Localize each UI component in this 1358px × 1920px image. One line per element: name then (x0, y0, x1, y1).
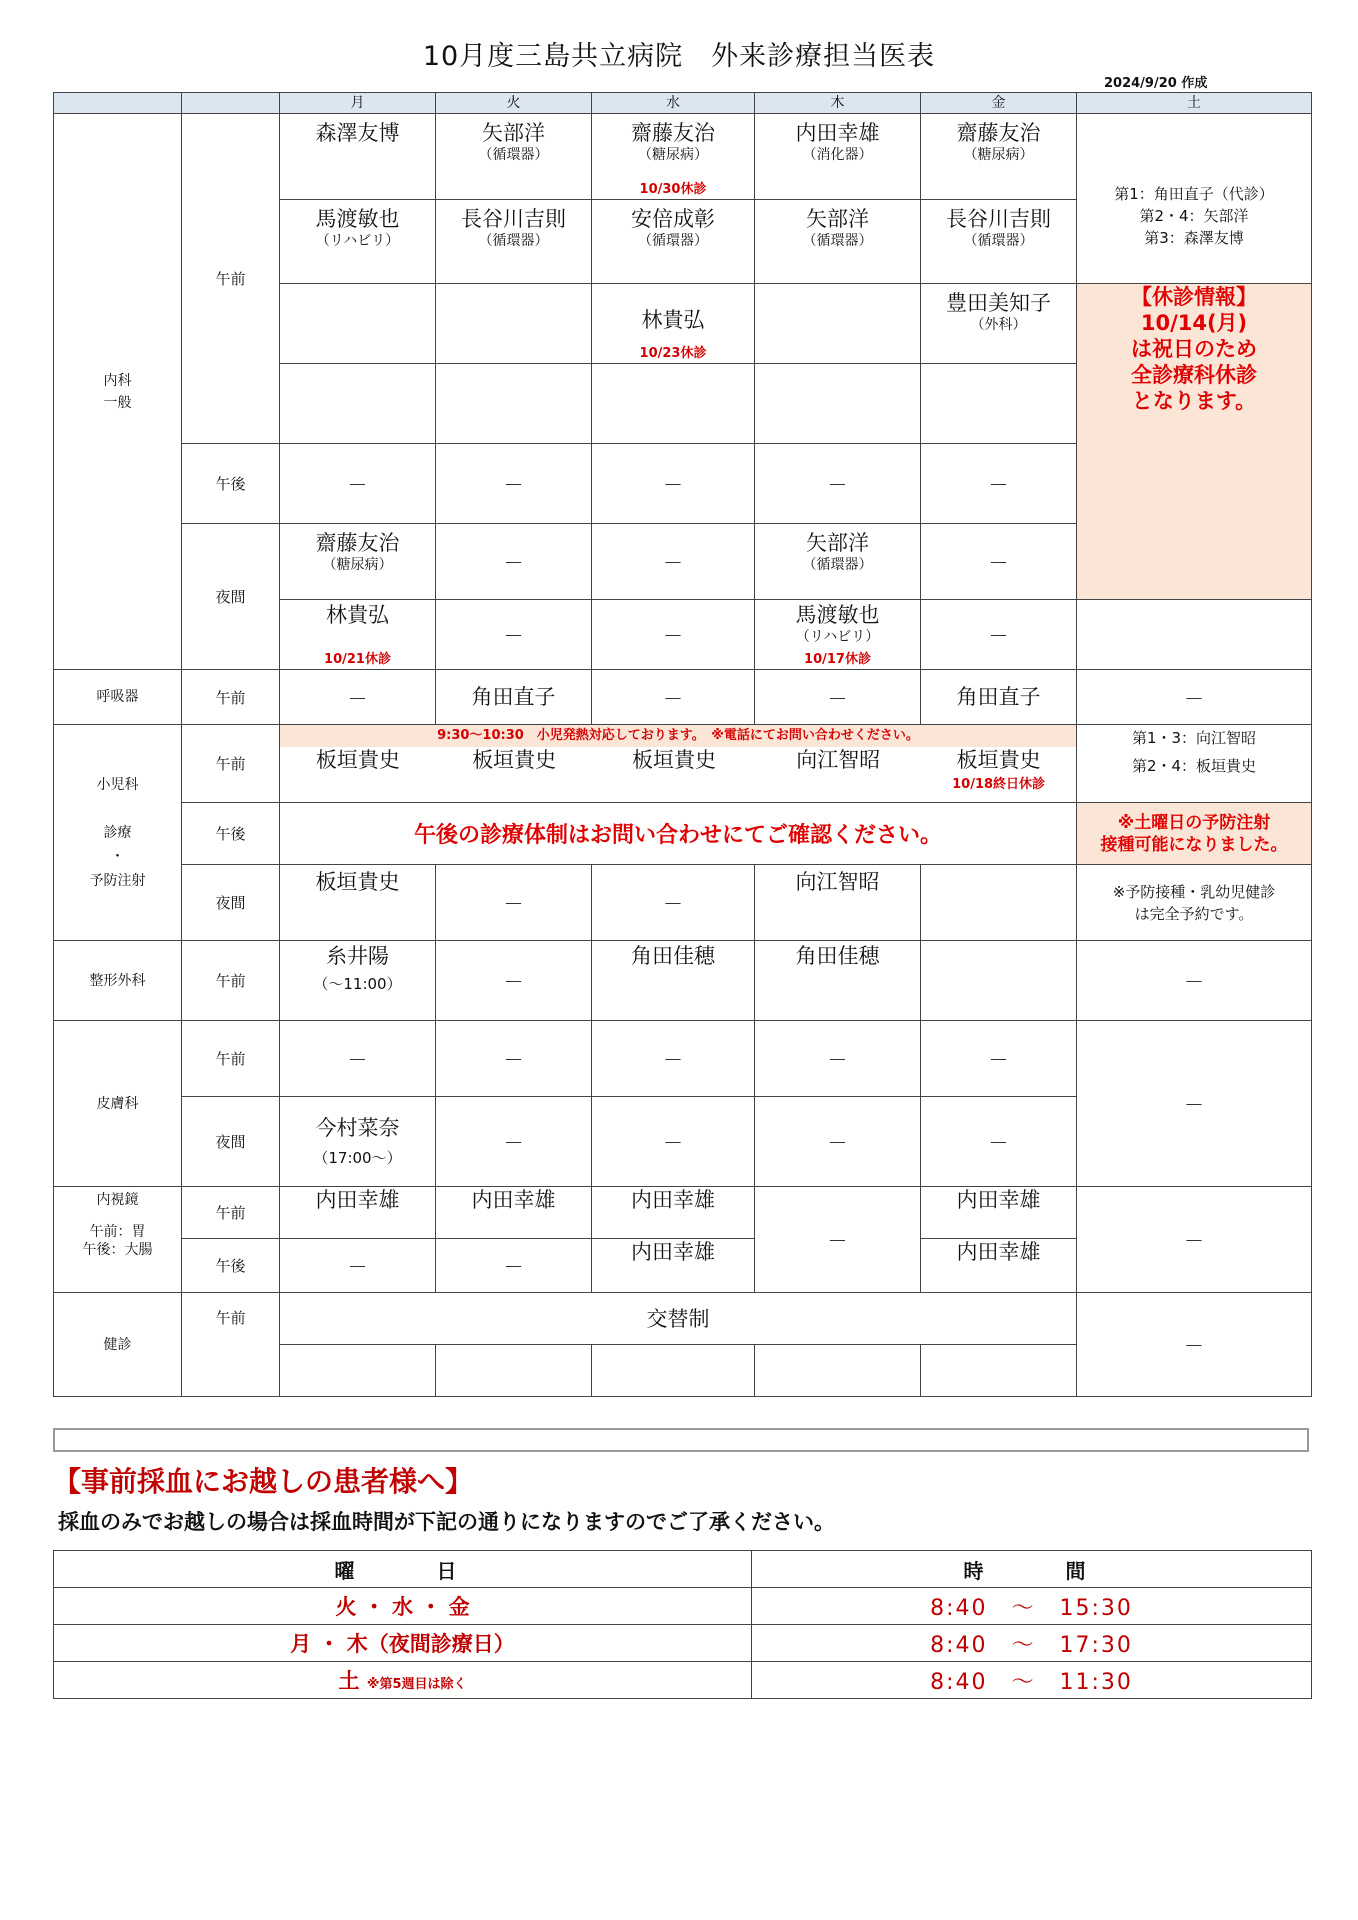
header-row (54, 93, 1312, 114)
table-row: 月 ・ 木（夜間診療日） 8:40 ～ 17:30 (54, 1625, 1312, 1662)
cell-doctor: 矢部洋 （循環器） (436, 114, 592, 200)
time-night: 夜間 (182, 524, 280, 670)
closure-note: 10/17休診 (804, 652, 871, 667)
day-sat: 土 (1077, 93, 1312, 114)
cell-doctor: 角田佳穂 (592, 941, 755, 1021)
cell-doctor: 板垣貴史 (472, 748, 557, 772)
day-wed: 水 (592, 93, 755, 114)
cell-doctor: 角田佳穂 (755, 941, 921, 1021)
col-day: 曜 日 (54, 1551, 752, 1588)
pm-banner: 午後の診療体制はお問い合わせにてご確認ください。 (280, 803, 1077, 865)
cell-doctor: 内田幸雄 (280, 1187, 436, 1239)
table-row: 火 ・ 水 ・ 金 8:40 ～ 15:30 (54, 1588, 1312, 1625)
cell-doctor: 向江智昭 (755, 865, 921, 941)
closure-note: 10/18終日休診 (952, 777, 1046, 792)
schedule-table: 月 火 水 木 金 土 内科 一般 午前 森澤友博 矢部洋 （循環器） 齋藤友治 （糖尿病） 10/30休診 内田幸雄 （消化器） 齋藤友治 （糖尿病） 第1：角田直子（代診） 第2・4：矢部洋 第3：森澤友博 馬渡敏也 （リハビリ） 長谷川吉則 （循環器） 安倍成彰 （循環器） 矢部洋 （循環器） 長谷川吉則 （循環器） 林貴弘 10/23休診 豊田美知子 （外科） 【休診情報】 10/14(月) は祝日のため 全診療科休診 となります。 午後 － － － － － 夜間 齋藤友治 （糖尿病） － － 矢部洋 （循環器） － 林貴弘 10/21休診 － － 馬渡敏也 （リハビリ） 10/17休診 － 呼吸器 午前 － 角田直子 － － 角田直子 － 小児科 診療 ・ 予防注射 午前 9:30～10:30 小児発熱対応しております。 ※電話にてお問い合わせください。 板垣貴史 板垣貴史 板垣貴史 向江智昭 板垣貴史 10/18終日休診 第1・3：向江智昭 第2・4：板垣貴史 午後 午後の診療体制はお問い合わせにてご確認ください。 ※土曜日の予防注射 接種可能になりました。 夜間 板垣貴史 － － 向江智昭 ※予防接種・乳幼児健診 は完全予約です。 整形外科 午前 糸井陽 （～11:00） － 角田佳穂 角田佳穂 － 皮膚科 午前 － － － － － － 夜間 今村菜奈 （17:00～） － － － － 内視鏡 午前：胃 午後：大腸 午前 内田幸雄 内田幸雄 内田幸雄 － 内田幸雄 － 午後 － － 内田幸雄 内田幸雄 健診 午前 交替制 － (53, 92, 1312, 1397)
cell-doctor: 内田幸雄 (921, 1187, 1077, 1239)
cell-doctor: 馬渡敏也 （リハビリ） 10/17休診 (755, 600, 921, 670)
cell-doctor: 林貴弘 10/23休診 (592, 284, 755, 364)
closure-note: 10/30休診 (639, 182, 707, 197)
cell-doctor: 内田幸雄 (592, 1187, 755, 1239)
cell-doctor: 内田幸雄 (921, 1239, 1077, 1293)
rotation-cell: 交替制 (280, 1293, 1077, 1345)
cell-doctor: 齋藤友治 （糖尿病） 10/30休診 (592, 114, 755, 200)
day-fri: 金 (921, 93, 1077, 114)
cell-doctor: 板垣貴史 (315, 748, 400, 772)
cell-doctor: 角田直子 (436, 670, 592, 725)
closure-notice: 【休診情報】 10/14(月) は祝日のため 全診療科休診 となります。 (1077, 284, 1312, 600)
cell-doctor: 矢部洋 （循環器） (755, 200, 921, 284)
sat-internal-am: 第1：角田直子（代診） 第2・4：矢部洋 第3：森澤友博 (1077, 114, 1312, 284)
cell-doctor: 長谷川吉則 （循環器） (921, 200, 1077, 284)
time-pm: 午後 (182, 444, 280, 524)
cell-doctor: 安倍成彰 （循環器） (592, 200, 755, 284)
cell-doctor: 森澤友博 (280, 114, 436, 200)
created-date: 2024/9/20 作成 (1104, 76, 1208, 91)
dept-internal: 内科 一般 (54, 114, 182, 670)
closure-note: 10/21休診 (324, 652, 391, 667)
cell-doctor: 齋藤友治 （糖尿病） (280, 524, 436, 600)
cell-doctor: 馬渡敏也 （リハビリ） (280, 200, 436, 284)
cell-doctor: 齋藤友治 （糖尿病） (921, 114, 1077, 200)
sat-peds-2: 第2・4：板垣貴史 (1131, 757, 1257, 775)
blood-note: 採血のみでお越しの場合は採血時間が下記の通りになりますのでご了承ください。 (58, 1510, 835, 1534)
blood-time-table (53, 1550, 1312, 1699)
dept-respiratory: 呼吸器 (54, 670, 182, 725)
blood-heading: 【事前採血にお越しの患者様へ】 (53, 1465, 474, 1498)
time-am: 午前 (182, 114, 280, 444)
cell-doctor: 糸井陽 （～11:00） (280, 941, 436, 1021)
col-time: 時 間 (752, 1551, 1312, 1588)
dept-orthopedics: 整形外科 (54, 941, 182, 1021)
sat-appointment-note: ※予防接種・乳幼児健診 は完全予約です。 (1077, 865, 1312, 941)
sat-vaccination-note: ※土曜日の予防注射 接種可能になりました。 (1077, 803, 1312, 865)
dept-dermatology: 皮膚科 (54, 1021, 182, 1187)
cell-doctor: 内田幸雄 （消化器） (755, 114, 921, 200)
closure-note: 10/23休診 (639, 346, 707, 361)
divider-bar (53, 1428, 1309, 1452)
page-title: 10月度三島共立病院 外来診療担当医表 (422, 41, 936, 72)
cell-doctor: 内田幸雄 (436, 1187, 592, 1239)
sat-peds-1: 第1・3：向江智昭 (1131, 729, 1257, 747)
cell-doctor: 内田幸雄 (592, 1239, 755, 1293)
dept-pediatrics: 小児科 診療 ・ 予防注射 (54, 725, 182, 941)
cell-doctor: 板垣貴史 (956, 748, 1041, 772)
cell-doctor: 板垣貴史 (631, 748, 716, 772)
cell-doctor: 矢部洋 （循環器） (755, 524, 921, 600)
cell-doctor: 長谷川吉則 （循環器） (436, 200, 592, 284)
day-thu: 木 (755, 93, 921, 114)
cell-doctor: 角田直子 (921, 670, 1077, 725)
dept-endoscopy: 内視鏡 午前：胃 午後：大腸 (54, 1187, 182, 1293)
table-row: 土 ※第5週目は除く 8:40 ～ 11:30 (54, 1662, 1312, 1699)
cell-doctor: 豊田美知子 （外科） (921, 284, 1077, 364)
cell-doctor: 板垣貴史 (280, 865, 436, 941)
cell-doctor: 林貴弘 10/21休診 (280, 600, 436, 670)
day-mon: 月 (280, 93, 436, 114)
cell-doctor: 向江智昭 (796, 748, 881, 772)
dept-checkup: 健診 (54, 1293, 182, 1397)
fever-notice: 9:30～10:30 小児発熱対応しております。 ※電話にてお問い合わせください。 (280, 725, 1076, 747)
day-tue: 火 (436, 93, 592, 114)
cell-doctor: 今村菜奈 （17:00～） (280, 1097, 436, 1187)
